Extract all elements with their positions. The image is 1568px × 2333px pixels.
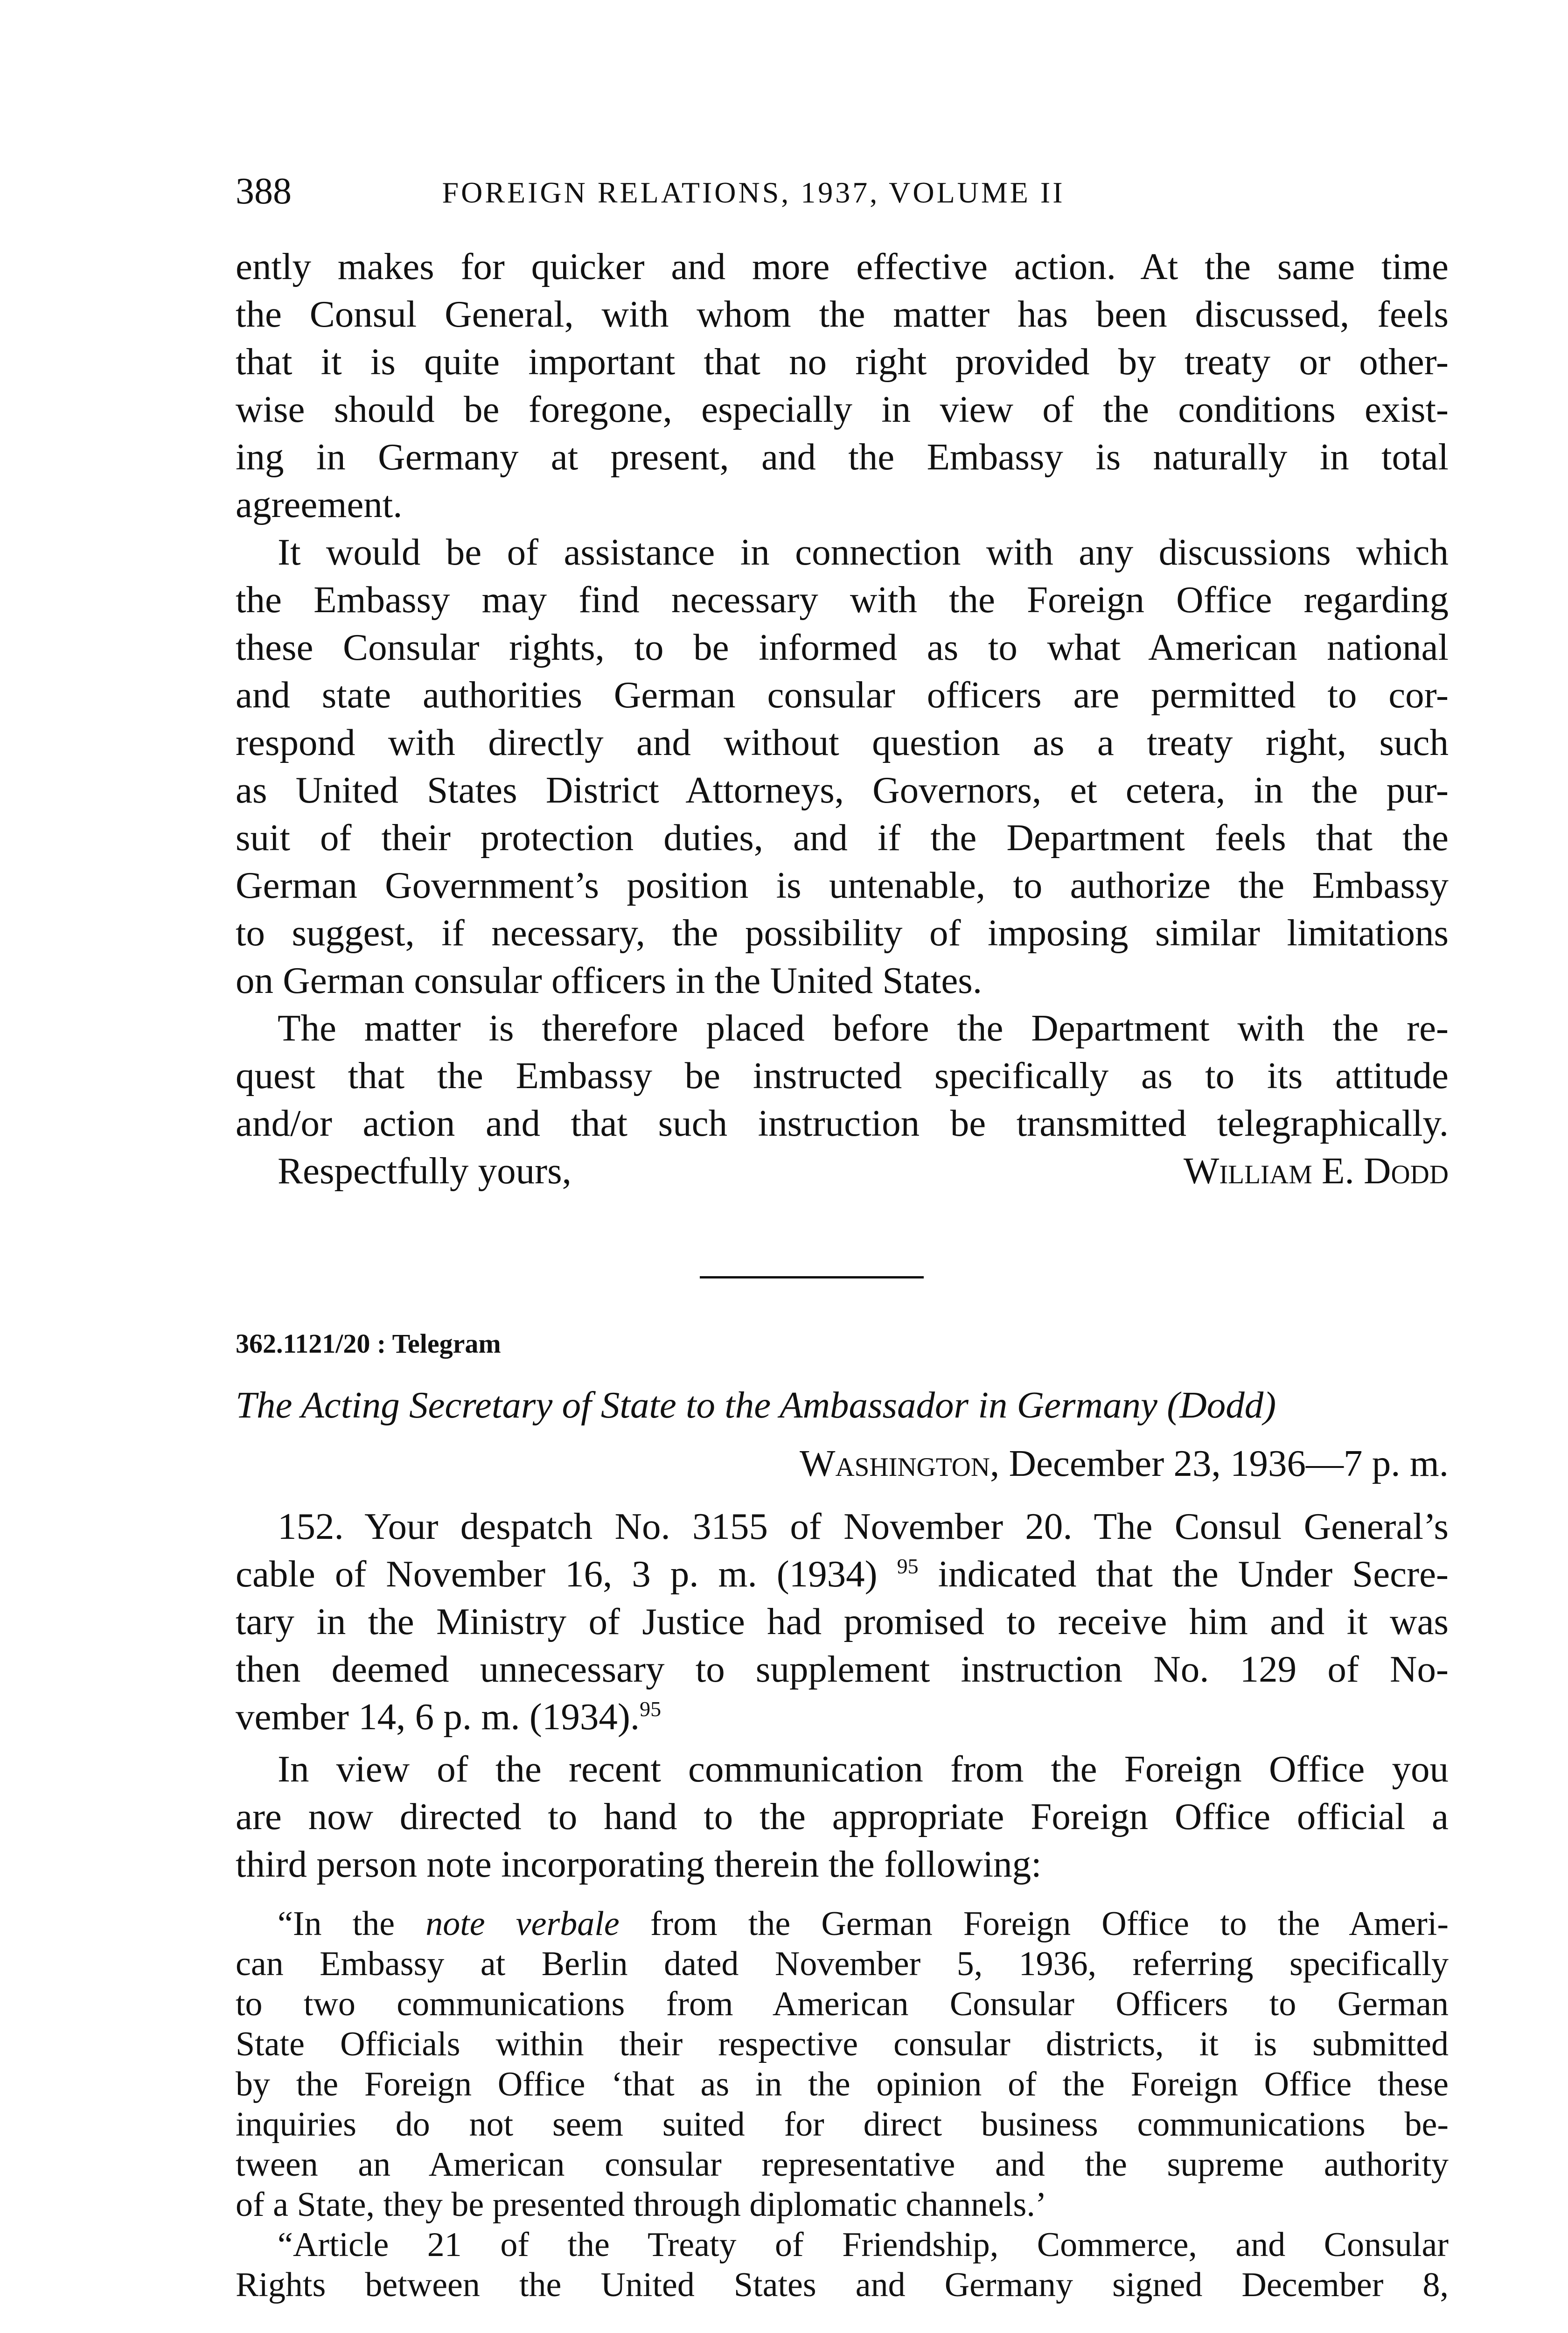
paragraph-3 [236,1004,1449,1147]
text-line: It would be of assistance in connection with any discussions which [278,531,1449,573]
paragraph-2 [236,528,1449,1004]
telegram-body [236,1502,1449,1888]
text-line: that it is quite important that no right provided by treaty or other- [236,341,1449,383]
text-line: and/or action and that such instruction be transmitted telegraphically. [236,1102,1449,1144]
text-line: third person note incorporating therein the following: [236,1843,1042,1885]
text-line: then deemed unnecessary to supplement instruction No. 129 of No- [236,1648,1449,1690]
paragraph-1 [236,243,1449,528]
text-line: agreement. [236,483,403,525]
text-line: wise should be foregone, especially in view of the conditions exist- [236,388,1449,430]
running-head [236,166,1271,217]
text-line: inquiries do not seem suited for direct business communications be- [236,2105,1449,2144]
text-line: the Embassy may find necessary with the Foreign Office regarding [236,579,1449,621]
footnote-ref: 95 [640,1697,662,1721]
text-line: by the Foreign Office ‘that as in the opinion of the Foreign Office these [236,2065,1449,2103]
text-line: State Officials within their respective consular districts, it is submitted [236,2025,1449,2063]
quote-paragraph-1 [236,1904,1449,2225]
text-line: can Embassy at Berlin dated November 5, 1936, referring specifically [236,1945,1449,1983]
text-line: to suggest, if necessary, the possibility of imposing similar limitations [236,912,1449,954]
document-title: The Acting Secretary of State to the Ambassador in Germany (Dodd) [236,1384,1276,1426]
text-line: 152. Your despatch No. 3155 of November 20. The Consul General’s [278,1505,1449,1547]
page-number: 388 [236,171,292,212]
text-line: these Consular rights, to be informed as to what American national [236,626,1449,668]
telegram-paragraph-1 [236,1502,1449,1740]
text-line: quest that the Embassy be instructed specifically as to its attitude [236,1055,1449,1097]
signature: William E. Dodd [1183,1150,1449,1192]
text-line: to two communications from American Consular Officers to German [236,1985,1449,2023]
signoff [236,1147,1449,1194]
footnote-ref: 95 [897,1554,919,1578]
text-line: The matter is therefore placed before the Department with the re- [278,1007,1449,1049]
dateline [800,1439,1449,1487]
text-line: suit of their protection duties, and if the Department feels that the [236,817,1449,859]
text-line: the Consul General, with whom the matter has been discussed, feels [236,293,1449,335]
letter-continuation [236,243,1449,1194]
text-line: and state authorities German consular officers are permitted to cor- [236,674,1449,716]
telegram-paragraph-2 [236,1745,1449,1888]
text-line: of a State, they be presented through diplomatic channels.’ [236,2186,1047,2224]
text-line: are now directed to hand to the appropriate Foreign Office official a [236,1795,1449,1837]
closing: Respectfully yours, [278,1150,571,1192]
text-line: ing in Germany at present, and the Embassy is naturally in total [236,436,1449,478]
running-title: FOREIGN RELATIONS, 1937, VOLUME II [442,176,1065,209]
text-line: tary in the Ministry of Justice had promised to receive him and it was [236,1600,1449,1642]
text-line: tween an American consular representative and the supreme authority [236,2145,1449,2184]
section-divider [700,1276,924,1278]
text-line: “Article 21 of the Treaty of Friendship, Commerce, and Consular [278,2226,1449,2264]
text-line: vember 14, 6 p. m. (1934).$^{95}$ [236,1696,662,1738]
quoted-note [236,1904,1449,2305]
text-line: In view of the recent communication from the Foreign Office you [278,1748,1449,1790]
file-reference: 362.1121/20 : Telegram [236,1328,501,1359]
text-line: ently makes for quicker and more effective action. At the same time [236,245,1449,287]
dateline-date: December 23, 1936—7 p. m. [1009,1442,1449,1484]
text-line: German Government’s position is untenable, to authorize the Embassy [236,864,1449,906]
quote-paragraph-2 [236,2225,1449,2305]
text-line: Rights between the United States and Germany signed December 8, [236,2266,1449,2304]
text-line: “In the note verbale from the German Foreign Office to the Ameri- [278,1905,1449,1943]
text-line: as United States District Attorneys, Governors, et cetera, in the pur- [236,769,1449,811]
dateline-place: Washington, [800,1442,1000,1484]
text-line: respond with directly and without question as a treaty right, such [236,721,1449,763]
text-line: on German consular officers in the United States. [236,959,983,1001]
text-line: cable of November 16, 3 p. m. (1934) $^{95}$ indicated that the Under Secre- [236,1553,1449,1595]
